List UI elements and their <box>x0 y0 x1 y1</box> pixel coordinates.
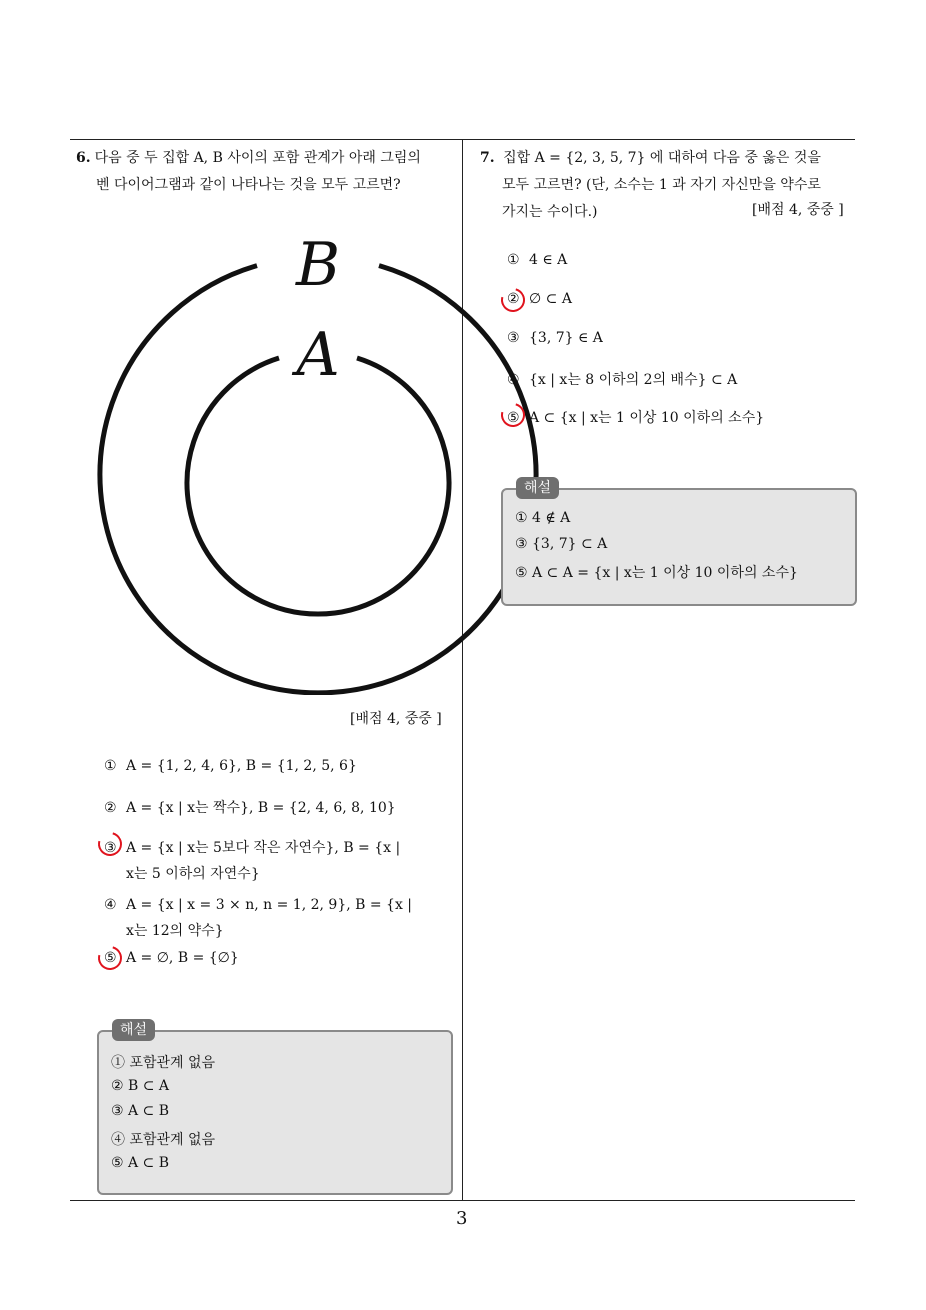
q6-explanation-tag: 해설 <box>112 1019 155 1041</box>
q7-explanation-box <box>501 488 857 606</box>
q6-choice-5-num: ⑤ <box>104 950 117 966</box>
q7-explain-line-1: ① 4 ∉ A <box>515 510 571 526</box>
q7-choice-1-text: 4 ∈ A <box>529 252 568 268</box>
q7-choice-3-text: {3, 7} ∈ A <box>529 330 603 346</box>
q6-choice-2-num: ② <box>104 800 117 816</box>
q6-text-line2: 벤 다이어그램과 같이 나타나는 것을 모두 고르면? <box>96 177 401 193</box>
q6-explain-line-1: ① 포함관계 없음 <box>111 1055 216 1071</box>
q6-choice-4-num: ④ <box>104 897 117 913</box>
q7-number: 7. <box>480 150 495 166</box>
page-number: 3 <box>456 1208 468 1229</box>
q6-question <box>76 145 461 199</box>
q6-choice-1-num: ① <box>104 758 117 774</box>
q7-choice-5-num: ⑤ <box>507 410 520 426</box>
q7-choice-3[interactable] <box>507 330 603 346</box>
venn-inner-label: A <box>296 320 340 390</box>
q7-choice-5[interactable] <box>507 407 764 427</box>
q6-explain-line-3: ③ A ⊂ B <box>111 1103 170 1119</box>
venn-diagram <box>90 225 550 695</box>
q7-text-line3: 가지는 수이다.) <box>502 204 598 220</box>
q7-explanation-tag: 해설 <box>516 477 559 499</box>
q6-score: [배점 4, 중중 ] <box>350 711 442 727</box>
q6-choice-4[interactable] <box>104 892 412 944</box>
q6-choice-5-answer-mark <box>94 942 127 975</box>
q6-choice-1[interactable] <box>104 758 357 774</box>
bottom-rule <box>70 1200 855 1201</box>
q6-explain-line-5: ⑤ A ⊂ B <box>111 1155 170 1171</box>
q6-choice-3-text: A = {x | x는 5보다 작은 자연수}, B = {x | <box>126 840 401 856</box>
q6-text-line1: 다음 중 두 집합 A, B 사이의 포함 관계가 아래 그림의 <box>94 150 421 166</box>
q7-choice-4[interactable] <box>507 369 737 389</box>
q6-choice-5-text: A = ∅, B = {∅} <box>126 950 239 966</box>
q7-choice-1[interactable] <box>507 252 567 268</box>
q6-choice-5[interactable] <box>104 950 239 966</box>
q7-choice-1-num: ① <box>507 252 520 268</box>
q7-choice-4-num: ④ <box>507 372 520 388</box>
q7-choice-5-text: A ⊂ {x | x는 1 이상 10 이하의 소수} <box>529 410 765 426</box>
q7-choice-2-text: ∅ ⊂ A <box>529 291 572 307</box>
q6-explain-line-4: ④ 포함관계 없음 <box>111 1132 216 1148</box>
q6-choice-3[interactable] <box>104 835 400 887</box>
venn-inner-circle <box>187 358 449 614</box>
q6-choice-2-text: A = {x | x는 짝수}, B = {2, 4, 6, 8, 10} <box>126 800 396 816</box>
q7-choice-2-num: ② <box>507 291 520 307</box>
q7-explain-line-2: ③ {3, 7} ⊂ A <box>515 536 608 552</box>
q6-choice-4-text2: x는 12의 약수} <box>126 923 224 939</box>
q7-explain-line-3: ⑤ A ⊂ A = {x | x는 1 이상 10 이하의 소수} <box>515 565 798 581</box>
q7-choice-4-text: {x | x는 8 이하의 2의 배수} ⊂ A <box>529 372 738 388</box>
q7-score: [배점 4, 중중 ] <box>752 202 844 218</box>
q7-text-line2: 모두 고르면? (단, 소수는 1 과 자기 자신만을 약수로 <box>502 177 821 193</box>
q7-choice-3-num: ③ <box>507 330 520 346</box>
q6-explanation-box <box>97 1030 453 1195</box>
q6-choice-3-num: ③ <box>104 840 117 856</box>
q6-explain-line-2: ② B ⊂ A <box>111 1078 170 1094</box>
venn-outer-label: B <box>295 230 341 300</box>
q6-choice-4-text: A = {x | x = 3 × n, n = 1, 2, 9}, B = {x | <box>126 897 413 913</box>
q7-text-line1: 집합 A = {2, 3, 5, 7} 에 대하여 다음 중 옳은 것을 <box>503 150 821 166</box>
q6-choice-3-text2: x는 5 이하의 자연수} <box>126 866 260 882</box>
q6-choice-1-text: A = {1, 2, 4, 6}, B = {1, 2, 5, 6} <box>126 758 357 774</box>
q6-choice-2[interactable] <box>104 797 396 817</box>
q6-number: 6. <box>76 150 91 166</box>
